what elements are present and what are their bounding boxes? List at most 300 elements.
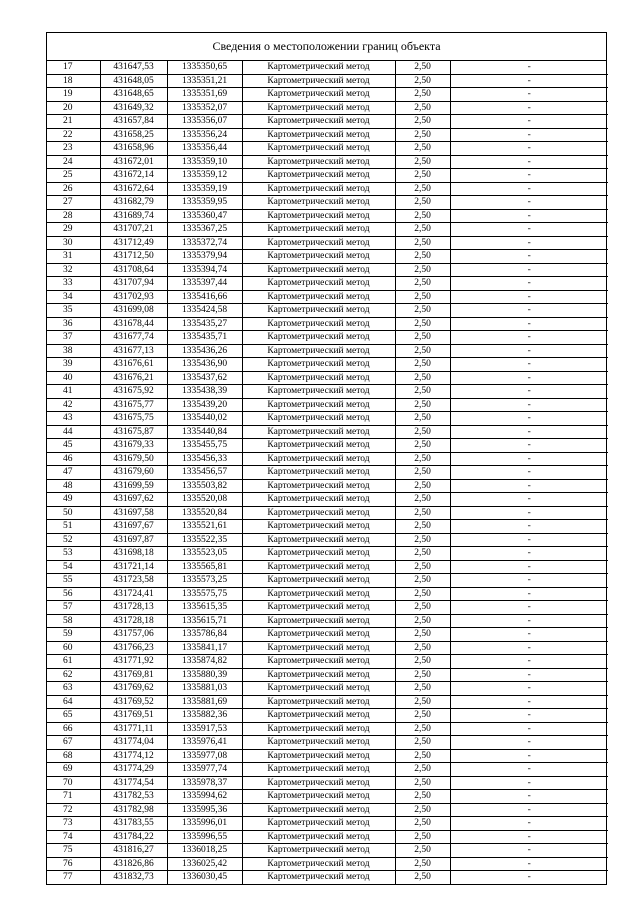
description-cell: - [450,844,608,858]
method-cell: Картометрический метод [242,803,395,817]
point-number-cell: 77 [47,871,100,884]
table-row [47,776,608,790]
x-coordinate-cell: 431675,75 [100,412,167,426]
table-row [47,304,608,318]
description-cell: - [450,736,608,750]
table-row [47,871,608,884]
method-cell: Картометрический метод [242,61,395,74]
method-cell: Картометрический метод [242,587,395,601]
method-cell: Картометрический метод [242,817,395,831]
point-number-cell: 48 [47,479,100,493]
description-cell: - [450,547,608,561]
x-coordinate-cell: 431774,12 [100,749,167,763]
precision-cell: 2,50 [395,317,450,331]
description-cell: - [450,574,608,588]
method-cell: Картометрический метод [242,601,395,615]
point-number-cell: 40 [47,371,100,385]
description-cell: - [450,223,608,237]
description-cell: - [450,128,608,142]
precision-cell: 2,50 [395,655,450,669]
method-cell: Картометрический метод [242,155,395,169]
y-coordinate-cell: 1335575,75 [167,587,242,601]
table-row [47,790,608,804]
x-coordinate-cell: 431723,58 [100,574,167,588]
point-number-cell: 23 [47,142,100,156]
table-row [47,817,608,831]
precision-cell: 2,50 [395,412,450,426]
y-coordinate-cell: 1335996,55 [167,830,242,844]
precision-cell: 2,50 [395,74,450,88]
table-row [47,223,608,237]
point-number-cell: 38 [47,344,100,358]
description-cell: - [450,209,608,223]
table-row [47,371,608,385]
point-number-cell: 39 [47,358,100,372]
precision-cell: 2,50 [395,830,450,844]
y-coordinate-cell: 1336018,25 [167,844,242,858]
table-row [47,344,608,358]
table-row [47,533,608,547]
method-cell: Картометрический метод [242,655,395,669]
precision-cell: 2,50 [395,88,450,102]
precision-cell: 2,50 [395,601,450,615]
table-row [47,196,608,210]
point-number-cell: 45 [47,439,100,453]
precision-cell: 2,50 [395,790,450,804]
point-number-cell: 76 [47,857,100,871]
precision-cell: 2,50 [395,425,450,439]
table-row [47,682,608,696]
point-number-cell: 22 [47,128,100,142]
x-coordinate-cell: 431675,87 [100,425,167,439]
point-number-cell: 64 [47,695,100,709]
precision-cell: 2,50 [395,587,450,601]
x-coordinate-cell: 431702,93 [100,290,167,304]
point-number-cell: 63 [47,682,100,696]
table-row [47,479,608,493]
table-row [47,466,608,480]
description-cell: - [450,277,608,291]
table-row [47,520,608,534]
description-cell: - [450,101,608,115]
point-number-cell: 50 [47,506,100,520]
method-cell: Картометрический метод [242,412,395,426]
precision-cell: 2,50 [395,155,450,169]
x-coordinate-cell: 431774,04 [100,736,167,750]
x-coordinate-cell: 431658,25 [100,128,167,142]
x-coordinate-cell: 431816,27 [100,844,167,858]
method-cell: Картометрический метод [242,830,395,844]
point-number-cell: 75 [47,844,100,858]
y-coordinate-cell: 1335881,69 [167,695,242,709]
x-coordinate-cell: 431675,92 [100,385,167,399]
x-coordinate-cell: 431677,13 [100,344,167,358]
table-row [47,115,608,129]
method-cell: Картометрический метод [242,709,395,723]
x-coordinate-cell: 431728,13 [100,601,167,615]
x-coordinate-cell: 431675,77 [100,398,167,412]
point-number-cell: 19 [47,88,100,102]
method-cell: Картометрический метод [242,533,395,547]
point-number-cell: 66 [47,722,100,736]
table-row [47,425,608,439]
table-row [47,736,608,750]
y-coordinate-cell: 1335995,36 [167,803,242,817]
description-cell: - [450,88,608,102]
point-number-cell: 21 [47,115,100,129]
boundary-info-sheet [46,32,607,885]
x-coordinate-cell: 431728,18 [100,614,167,628]
point-number-cell: 62 [47,668,100,682]
coordinates-table-body [47,61,608,884]
method-cell: Картометрический метод [242,196,395,210]
table-row [47,506,608,520]
method-cell: Картометрический метод [242,250,395,264]
point-number-cell: 24 [47,155,100,169]
y-coordinate-cell: 1335416,66 [167,290,242,304]
y-coordinate-cell: 1335440,02 [167,412,242,426]
precision-cell: 2,50 [395,776,450,790]
method-cell: Картометрический метод [242,628,395,642]
table-row [47,88,608,102]
table-row [47,101,608,115]
precision-cell: 2,50 [395,817,450,831]
precision-cell: 2,50 [395,493,450,507]
description-cell: - [450,641,608,655]
precision-cell: 2,50 [395,250,450,264]
table-row [47,601,608,615]
x-coordinate-cell: 431769,81 [100,668,167,682]
method-cell: Картометрический метод [242,236,395,250]
y-coordinate-cell: 1335437,62 [167,371,242,385]
x-coordinate-cell: 431832,73 [100,871,167,884]
precision-cell: 2,50 [395,614,450,628]
point-number-cell: 25 [47,169,100,183]
table-row [47,493,608,507]
point-number-cell: 30 [47,236,100,250]
x-coordinate-cell: 431672,01 [100,155,167,169]
description-cell: - [450,61,608,74]
method-cell: Картометрический метод [242,452,395,466]
x-coordinate-cell: 431678,44 [100,317,167,331]
method-cell: Картометрический метод [242,128,395,142]
y-coordinate-cell: 1335424,58 [167,304,242,318]
description-cell: - [450,344,608,358]
precision-cell: 2,50 [395,304,450,318]
table-row [47,277,608,291]
table-row [47,574,608,588]
description-cell: - [450,466,608,480]
precision-cell: 2,50 [395,385,450,399]
description-cell: - [450,331,608,345]
point-number-cell: 55 [47,574,100,588]
method-cell: Картометрический метод [242,493,395,507]
x-coordinate-cell: 431782,53 [100,790,167,804]
method-cell: Картометрический метод [242,101,395,115]
y-coordinate-cell: 1335351,69 [167,88,242,102]
table-row [47,452,608,466]
y-coordinate-cell: 1335520,84 [167,506,242,520]
description-cell: - [450,817,608,831]
method-cell: Картометрический метод [242,506,395,520]
table-row [47,61,608,74]
y-coordinate-cell: 1335438,39 [167,385,242,399]
method-cell: Картометрический метод [242,641,395,655]
x-coordinate-cell: 431771,92 [100,655,167,669]
precision-cell: 2,50 [395,101,450,115]
point-number-cell: 52 [47,533,100,547]
point-number-cell: 49 [47,493,100,507]
method-cell: Картометрический метод [242,317,395,331]
table-row [47,763,608,777]
x-coordinate-cell: 431699,59 [100,479,167,493]
x-coordinate-cell: 431707,21 [100,223,167,237]
description-cell: - [450,479,608,493]
method-cell: Картометрический метод [242,479,395,493]
precision-cell: 2,50 [395,358,450,372]
description-cell: - [450,614,608,628]
description-cell: - [450,695,608,709]
y-coordinate-cell: 1335372,74 [167,236,242,250]
point-number-cell: 73 [47,817,100,831]
description-cell: - [450,682,608,696]
description-cell: - [450,142,608,156]
point-number-cell: 71 [47,790,100,804]
precision-cell: 2,50 [395,722,450,736]
x-coordinate-cell: 431769,62 [100,682,167,696]
description-cell: - [450,493,608,507]
description-cell: - [450,385,608,399]
x-coordinate-cell: 431769,51 [100,709,167,723]
precision-cell: 2,50 [395,574,450,588]
precision-cell: 2,50 [395,466,450,480]
precision-cell: 2,50 [395,803,450,817]
x-coordinate-cell: 431697,87 [100,533,167,547]
precision-cell: 2,50 [395,641,450,655]
y-coordinate-cell: 1335874,82 [167,655,242,669]
precision-cell: 2,50 [395,520,450,534]
description-cell: - [450,830,608,844]
method-cell: Картометрический метод [242,331,395,345]
point-number-cell: 61 [47,655,100,669]
point-number-cell: 56 [47,587,100,601]
method-cell: Картометрический метод [242,695,395,709]
description-cell: - [450,412,608,426]
x-coordinate-cell: 431672,14 [100,169,167,183]
y-coordinate-cell: 1335359,10 [167,155,242,169]
table-row [47,290,608,304]
table-row [47,641,608,655]
point-number-cell: 47 [47,466,100,480]
table-row [47,547,608,561]
y-coordinate-cell: 1335359,95 [167,196,242,210]
x-coordinate-cell: 431682,79 [100,196,167,210]
description-cell: - [450,196,608,210]
point-number-cell: 54 [47,560,100,574]
description-cell: - [450,533,608,547]
precision-cell: 2,50 [395,169,450,183]
y-coordinate-cell: 1335352,07 [167,101,242,115]
description-cell: - [450,709,608,723]
precision-cell: 2,50 [395,290,450,304]
y-coordinate-cell: 1335565,81 [167,560,242,574]
x-coordinate-cell: 431721,14 [100,560,167,574]
point-number-cell: 29 [47,223,100,237]
point-number-cell: 33 [47,277,100,291]
precision-cell: 2,50 [395,479,450,493]
table-row [47,628,608,642]
table-row [47,412,608,426]
y-coordinate-cell: 1335522,35 [167,533,242,547]
x-coordinate-cell: 431647,53 [100,61,167,74]
x-coordinate-cell: 431697,67 [100,520,167,534]
precision-cell: 2,50 [395,182,450,196]
description-cell: - [450,587,608,601]
point-number-cell: 69 [47,763,100,777]
precision-cell: 2,50 [395,547,450,561]
table-row [47,385,608,399]
precision-cell: 2,50 [395,331,450,345]
method-cell: Картометрический метод [242,682,395,696]
x-coordinate-cell: 431679,60 [100,466,167,480]
table-row [47,655,608,669]
method-cell: Картометрический метод [242,466,395,480]
description-cell: - [450,250,608,264]
method-cell: Картометрический метод [242,776,395,790]
table-row [47,722,608,736]
y-coordinate-cell: 1335996,01 [167,817,242,831]
y-coordinate-cell: 1335379,94 [167,250,242,264]
point-number-cell: 70 [47,776,100,790]
x-coordinate-cell: 431657,84 [100,115,167,129]
y-coordinate-cell: 1335521,61 [167,520,242,534]
x-coordinate-cell: 431774,29 [100,763,167,777]
description-cell: - [450,236,608,250]
description-cell: - [450,155,608,169]
point-number-cell: 59 [47,628,100,642]
table-row [47,803,608,817]
method-cell: Картометрический метод [242,614,395,628]
method-cell: Картометрический метод [242,857,395,871]
precision-cell: 2,50 [395,736,450,750]
y-coordinate-cell: 1335615,35 [167,601,242,615]
point-number-cell: 72 [47,803,100,817]
y-coordinate-cell: 1335351,21 [167,74,242,88]
description-cell: - [450,425,608,439]
method-cell: Картометрический метод [242,547,395,561]
method-cell: Картометрический метод [242,425,395,439]
x-coordinate-cell: 431708,64 [100,263,167,277]
description-cell: - [450,668,608,682]
description-cell: - [450,655,608,669]
method-cell: Картометрический метод [242,358,395,372]
table-row [47,398,608,412]
y-coordinate-cell: 1335523,05 [167,547,242,561]
method-cell: Картометрический метод [242,736,395,750]
point-number-cell: 58 [47,614,100,628]
point-number-cell: 41 [47,385,100,399]
description-cell: - [450,263,608,277]
description-cell: - [450,628,608,642]
description-cell: - [450,115,608,129]
point-number-cell: 44 [47,425,100,439]
precision-cell: 2,50 [395,682,450,696]
precision-cell: 2,50 [395,857,450,871]
x-coordinate-cell: 431648,65 [100,88,167,102]
x-coordinate-cell: 431769,52 [100,695,167,709]
x-coordinate-cell: 431658,96 [100,142,167,156]
x-coordinate-cell: 431712,49 [100,236,167,250]
table-row [47,857,608,871]
point-number-cell: 18 [47,74,100,88]
table-row [47,358,608,372]
y-coordinate-cell: 1335435,71 [167,331,242,345]
x-coordinate-cell: 431757,06 [100,628,167,642]
y-coordinate-cell: 1335356,44 [167,142,242,156]
point-number-cell: 27 [47,196,100,210]
x-coordinate-cell: 431783,55 [100,817,167,831]
point-number-cell: 57 [47,601,100,615]
y-coordinate-cell: 1335359,12 [167,169,242,183]
y-coordinate-cell: 1335456,33 [167,452,242,466]
precision-cell: 2,50 [395,560,450,574]
point-number-cell: 68 [47,749,100,763]
y-coordinate-cell: 1335436,90 [167,358,242,372]
method-cell: Картометрический метод [242,398,395,412]
point-number-cell: 42 [47,398,100,412]
x-coordinate-cell: 431648,05 [100,74,167,88]
x-coordinate-cell: 431679,33 [100,439,167,453]
x-coordinate-cell: 431676,61 [100,358,167,372]
point-number-cell: 43 [47,412,100,426]
point-number-cell: 35 [47,304,100,318]
x-coordinate-cell: 431649,32 [100,101,167,115]
y-coordinate-cell: 1335994,62 [167,790,242,804]
method-cell: Картометрический метод [242,668,395,682]
precision-cell: 2,50 [395,506,450,520]
precision-cell: 2,50 [395,115,450,129]
x-coordinate-cell: 431774,54 [100,776,167,790]
precision-cell: 2,50 [395,439,450,453]
table-row [47,749,608,763]
x-coordinate-cell: 431697,62 [100,493,167,507]
table-row [47,844,608,858]
x-coordinate-cell: 431782,98 [100,803,167,817]
point-number-cell: 31 [47,250,100,264]
method-cell: Картометрический метод [242,304,395,318]
method-cell: Картометрический метод [242,209,395,223]
point-number-cell: 53 [47,547,100,561]
method-cell: Картометрический метод [242,749,395,763]
description-cell: - [450,182,608,196]
y-coordinate-cell: 1335367,25 [167,223,242,237]
method-cell: Картометрический метод [242,88,395,102]
method-cell: Картометрический метод [242,344,395,358]
table-row [47,169,608,183]
y-coordinate-cell: 1335439,20 [167,398,242,412]
table-row [47,74,608,88]
y-coordinate-cell: 1335356,24 [167,128,242,142]
table-row [47,155,608,169]
y-coordinate-cell: 1335394,74 [167,263,242,277]
description-cell: - [450,506,608,520]
point-number-cell: 65 [47,709,100,723]
point-number-cell: 37 [47,331,100,345]
y-coordinate-cell: 1335520,08 [167,493,242,507]
method-cell: Картометрический метод [242,574,395,588]
table-title: Сведения о местоположении границ объекта [47,33,606,61]
description-cell: - [450,776,608,790]
